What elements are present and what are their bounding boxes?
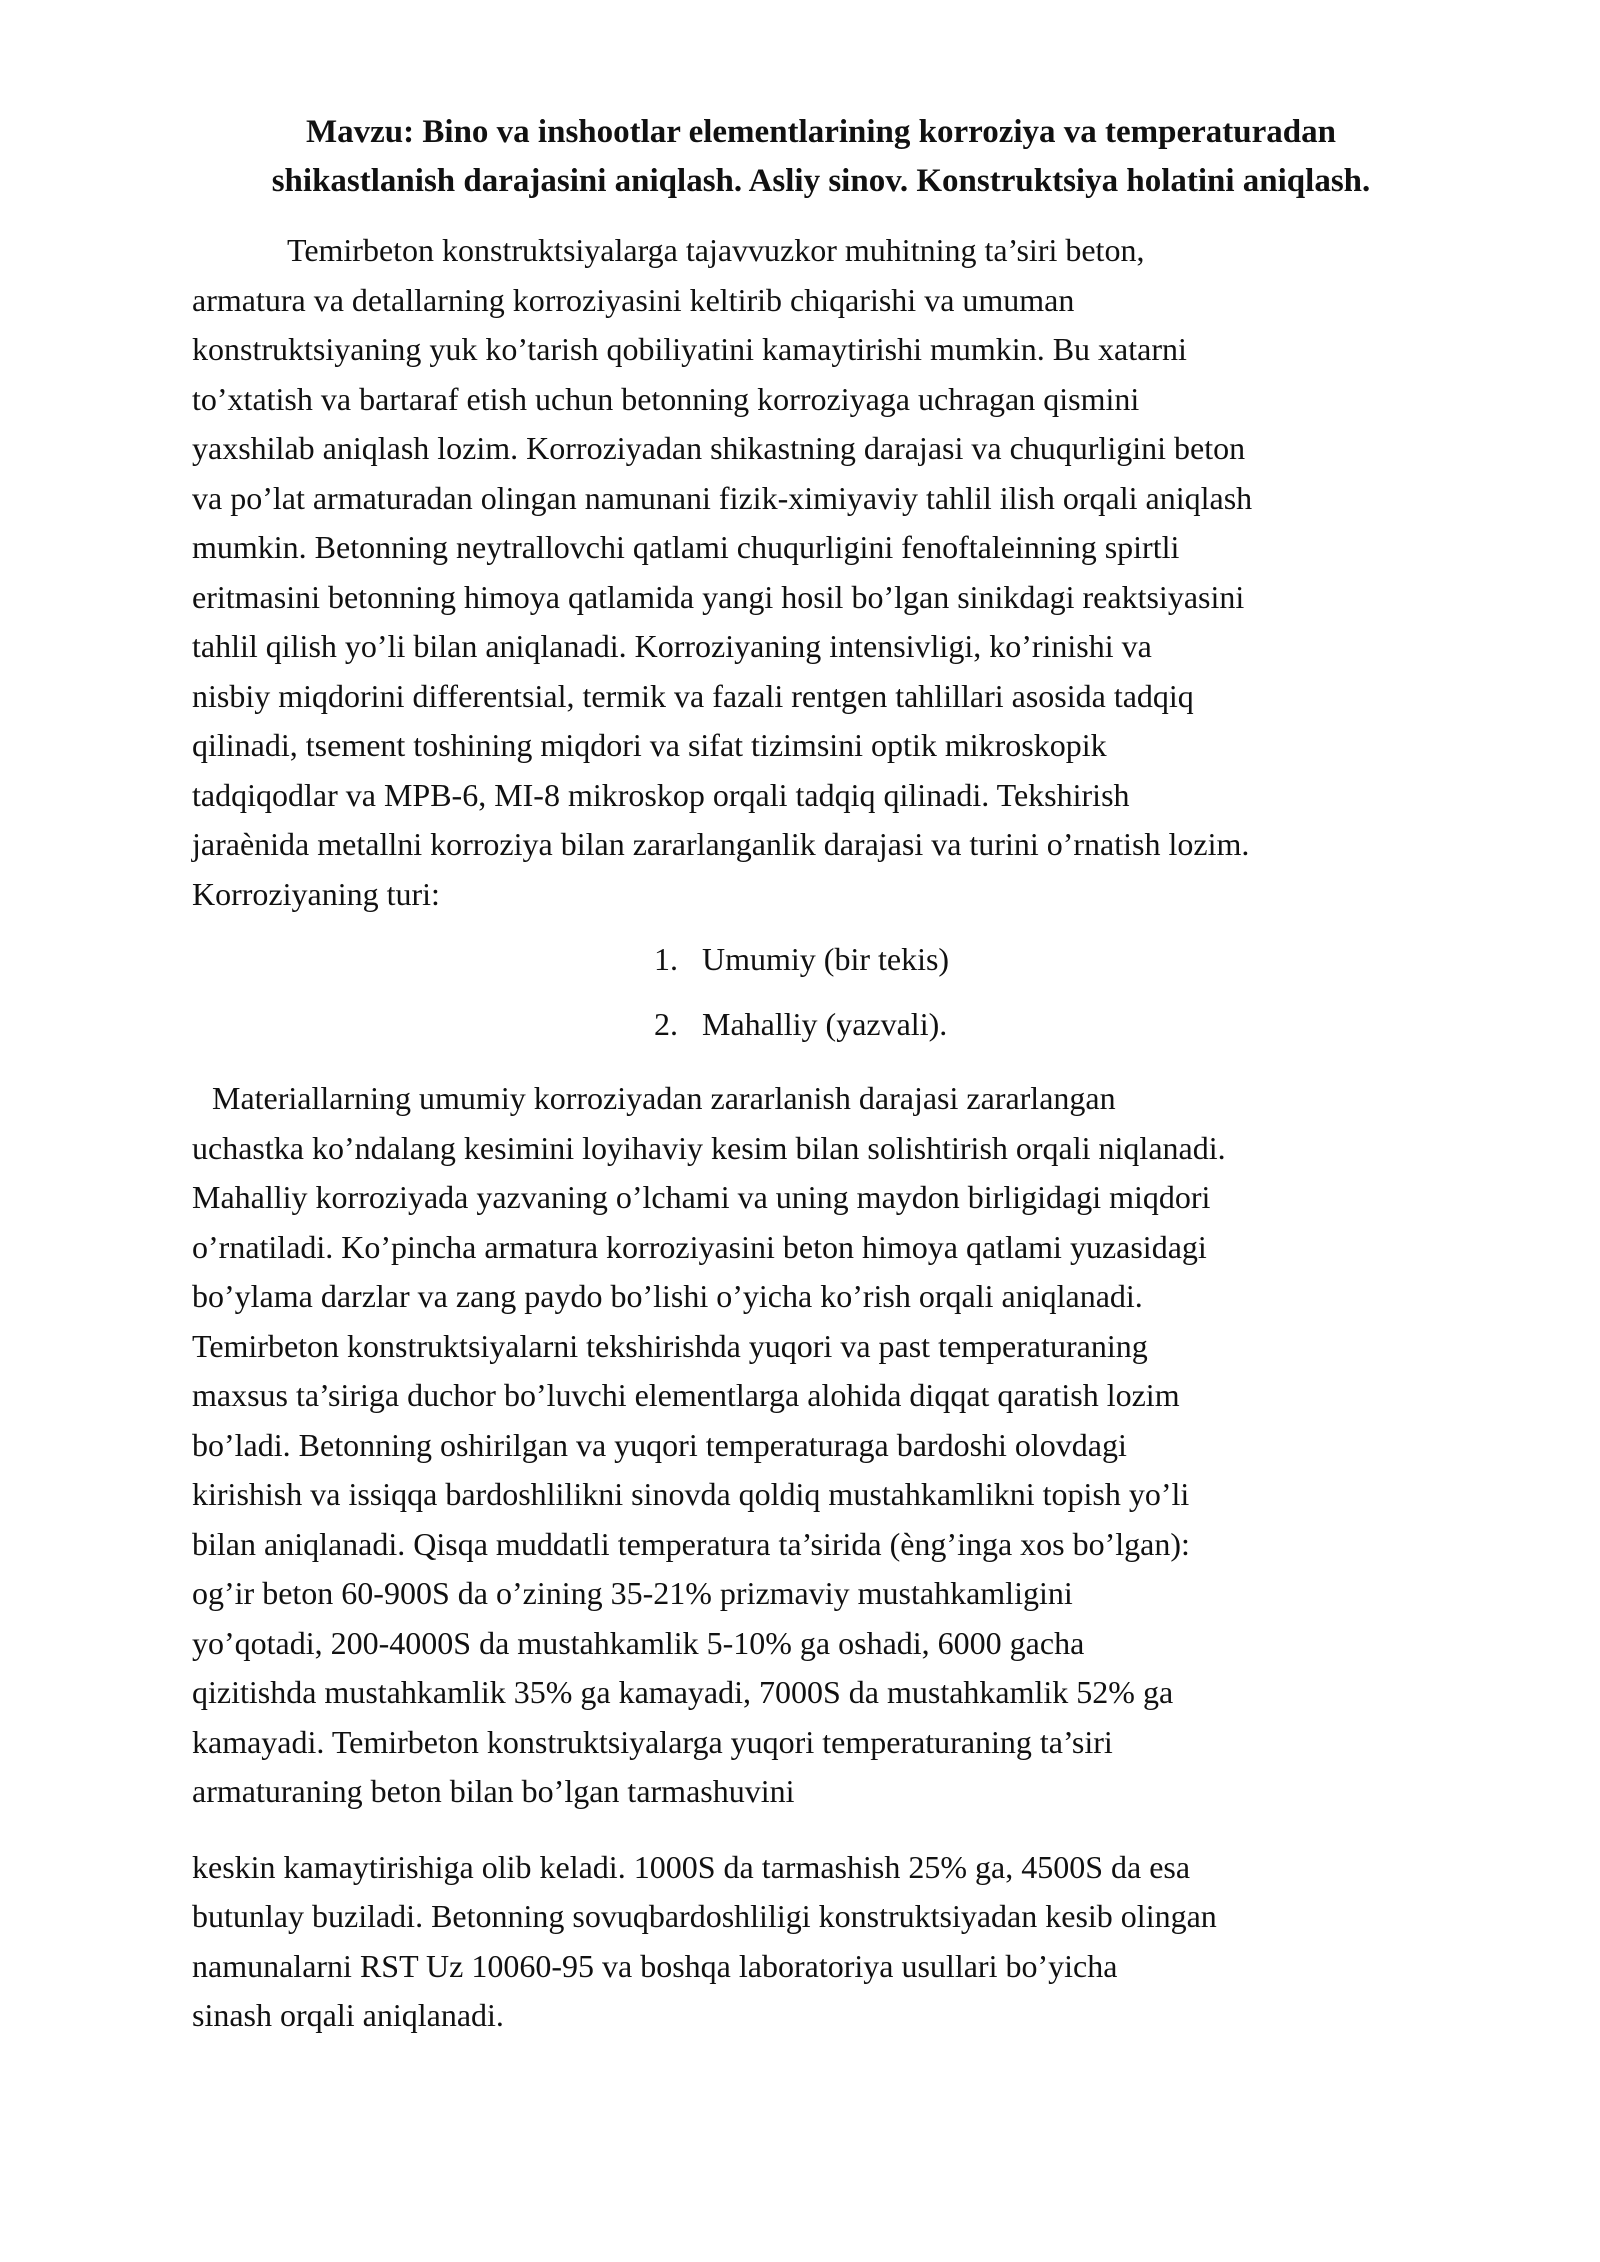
text-line: Mahalliy korroziyada yazvaning o’lchami va uning maydon birligidagi miqdori bbox=[192, 1179, 1211, 1215]
paragraph-frost-resistance bbox=[192, 1843, 1450, 2041]
spacer bbox=[192, 1817, 1450, 1843]
list-item bbox=[192, 935, 1450, 984]
text-line: konstruktsiyaning yuk ko’tarish qobiliyatini kamaytirishi mumkin. Bu xatarni bbox=[192, 331, 1187, 367]
paragraph-corrosion-temperature bbox=[192, 1074, 1450, 1817]
text-line: bilan aniqlanadi. Qisqa muddatli temperatura ta’sirida (ѐng’inga xos bo’lgan): bbox=[192, 1525, 1190, 1562]
text-line: Materiallarning umumiy korroziyadan zararlanish darajasi zararlangan bbox=[212, 1080, 1116, 1116]
text-line: va po’lat armaturadan olingan namunani fizik-ximiyaviy tahlil ilish orqali aniqlash bbox=[192, 479, 1253, 516]
text-line: eritmasini betonning himoya qatlamida yangi hosil bo’lgan sinikdagi reaktsiyasini bbox=[192, 578, 1245, 615]
text-line: Korroziyaning turi: bbox=[192, 875, 440, 912]
text-line: nisbiy miqdorini differentsial, termik va fazali rentgen tahlillari asosida tadqiq bbox=[192, 677, 1194, 714]
text-line: kirishish va issiqqa bardoshlilikni sinovda qoldiq mustahkamlikni topish yo’li bbox=[192, 1476, 1190, 1512]
text-line: bo’ylama darzlar va zang paydo bo’lishi o’yicha ko’rish orqali aniqlanadi. bbox=[192, 1278, 1143, 1314]
list-item-number: 2. bbox=[654, 1006, 678, 1042]
text-line: jaraѐnida metallni korroziya bilan zararlanganlik darajasi va turini o’rnatish lozim. bbox=[192, 826, 1250, 862]
text-line: sinash orqali aniqlanadi. bbox=[192, 1997, 504, 2033]
text-line: kamayadi. Temirbeton konstruktsiyalarga yuqori temperaturaning ta’siri bbox=[192, 1723, 1113, 1760]
text-line: bo’ladi. Betonning oshirilgan va yuqori temperaturaga bardoshi olovdagi bbox=[192, 1426, 1127, 1463]
list-item-text: Umumiy (bir tekis) bbox=[702, 941, 950, 977]
text-line: mumkin. Betonning neytrallovchi qatlami chuqurligini fenoftaleinning spirtli bbox=[192, 529, 1180, 565]
text-line: qizitishda mustahkamlik 35% ga kamayadi, 7000S da mustahkamlik 52% ga bbox=[192, 1674, 1174, 1710]
text-line: butunlay buziladi. Betonning sovuqbardoshliligi konstruktsiyadan kesib olingan bbox=[192, 1898, 1217, 1934]
text-line: og’ir beton 60-900S da o’zining 35-21% prizmaviy mustahkamligini bbox=[192, 1575, 1073, 1611]
document-title bbox=[192, 108, 1450, 206]
text-line: to’xtatish va bartaraf etish uchun betonning korroziyaga uchragan qismini bbox=[192, 380, 1140, 417]
text-line: armaturaning beton bilan bo’lgan tarmashuvini bbox=[192, 1773, 795, 1809]
text-line: Temirbeton konstruktsiyalarni tekshirishda yuqori va past temperaturaning bbox=[192, 1327, 1148, 1364]
text-line: o’rnatiladi. Ko’pincha armatura korroziyasini beton himoya qatlami yuzasidagi bbox=[192, 1228, 1207, 1265]
title-line-2: shikastlanish darajasini aniqlash. Asliy sinov. Konstruktsiya holatini aniqlash. bbox=[271, 163, 1371, 199]
text-line: maxsus ta’siriga duchor bo’luvchi elementlarga alohida diqqat qaratish lozim bbox=[192, 1377, 1180, 1413]
list-item-number: 1. bbox=[654, 941, 678, 977]
text-line: yo’qotadi, 200-4000S da mustahkamlik 5-10% ga oshadi, 6000 gacha bbox=[192, 1624, 1085, 1661]
text-line: tahlil qilish yo’li bilan aniqlanadi. Korroziyaning intensivligi, ko’rinishi va bbox=[192, 628, 1152, 664]
text-line: tadqiqodlar va MPB-6, MI-8 mikroskop orqali tadqiq qilinadi. Tekshirish bbox=[192, 776, 1130, 813]
paragraph-corrosion-intro bbox=[192, 226, 1450, 919]
text-line: qilinadi, tsement toshining miqdori va sifat tizimsini optik mikroskopik bbox=[192, 727, 1107, 763]
text-line: namunalarni RST Uz 10060-95 va boshqa laboratoriya usullari bo’yicha bbox=[192, 1947, 1118, 1984]
text-line: yaxshilab aniqlash lozim. Korroziyadan shikastning darajasi va chuqurligini beton bbox=[192, 430, 1246, 466]
document-page bbox=[192, 108, 1450, 2041]
text-line: keskin kamaytirishiga olib keladi. 1000S da tarmashish 25% ga, 4500S da esa bbox=[192, 1848, 1191, 1885]
spacer bbox=[192, 1062, 1450, 1074]
corrosion-types-list bbox=[192, 935, 1450, 1049]
list-item-text: Mahalliy (yazvali). bbox=[702, 1006, 948, 1042]
text-line: armatura va detallarning korroziyasini keltirib chiqarishi va umuman bbox=[192, 281, 1075, 318]
list-item bbox=[192, 1000, 1450, 1049]
text-line: Temirbeton konstruktsiyalarga tajavvuzkor muhitning ta’siri beton, bbox=[287, 232, 1145, 268]
text-line: uchastka ko’ndalang kesimini loyihaviy kesim bilan solishtirish orqali niqlanadi. bbox=[192, 1129, 1226, 1166]
title-line-1: Mavzu: Bino va inshootlar elementlarining korroziya va temperaturadan bbox=[306, 114, 1336, 150]
